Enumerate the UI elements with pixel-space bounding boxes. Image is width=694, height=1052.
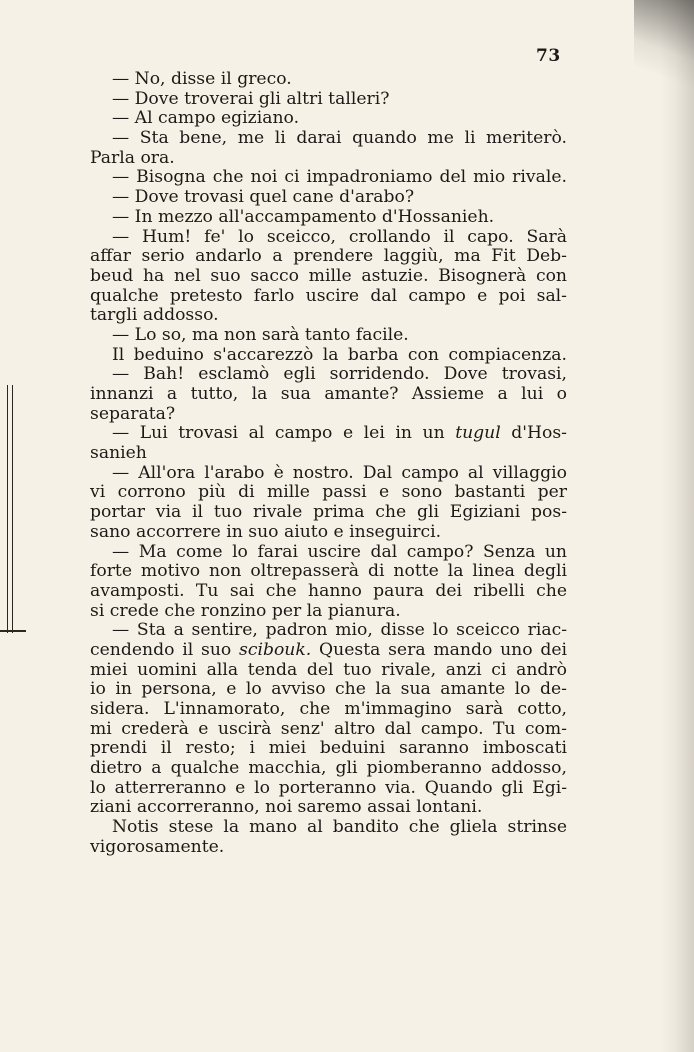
text-line-content: beud ha nel suo sacco mille astuzie. Bisognerà con [90, 265, 567, 286]
text-line-content: vi corrono più di mille passi e sono bastanti per [90, 482, 567, 503]
text-line-content: — All'ora l'arabo è nostro. Dal campo al villaggio [112, 462, 567, 483]
text-line [90, 326, 567, 346]
text-line [90, 680, 567, 700]
text-line [90, 798, 567, 818]
text-line [90, 287, 567, 307]
text-line-content: separata? [90, 403, 176, 424]
italic-word: tugul [455, 423, 501, 444]
text-line-content: avamposti. Tu sai che hanno paura dei ribelli che [90, 580, 567, 601]
page-number: 73 [536, 46, 561, 66]
text-line [90, 739, 567, 759]
text-line-content: — Hum! fe' lo sceicco, crollando il capo. Sarà [112, 226, 567, 247]
text-line-content: affar serio andarlo a prendere laggiù, ma Fit Deb- [90, 246, 567, 267]
text-line [90, 818, 567, 838]
text-line-content: vigorosamente. [90, 836, 225, 857]
text-line [90, 720, 567, 740]
text-line [90, 424, 567, 444]
text-line [90, 267, 567, 287]
text-line [90, 621, 567, 641]
text-line [90, 543, 567, 563]
text-line-content: dietro a qualche macchia, gli piomberanno addosso, [90, 758, 567, 779]
text-line-content: — Lo so, ma non sarà tanto facile. [112, 324, 409, 345]
text-line-content: sidera. L'innamorato, che m'immagino sarà cotto, [90, 699, 567, 719]
text-line [90, 129, 567, 149]
text-line [90, 444, 567, 464]
text-line [90, 523, 567, 543]
text-line-continuation: Questa sera mando uno dei [311, 639, 567, 660]
text-line-content: qualche pretesto farlo uscire dal campo e poi sal- [90, 285, 567, 306]
text-line-content: innanzi a tutto, la sua amante? Assieme a lui o [90, 384, 567, 404]
text-line [90, 365, 567, 385]
text-line [90, 208, 567, 228]
margin-bracket [7, 385, 13, 633]
text-line [90, 346, 567, 366]
body-text [90, 70, 567, 858]
text-line-content: — Sta a sentire, padron mio, disse lo sceicco riac- [112, 620, 567, 641]
text-line-content: — Dove troverai gli altri talleri? [112, 88, 390, 109]
text-line [90, 306, 567, 326]
text-line-content: — Bisogna che noi ci impadroniamo del mio rivale. [112, 167, 567, 188]
text-line-content: prendi il resto; i miei beduini saranno imboscati [90, 738, 567, 759]
text-line [90, 385, 567, 405]
text-line [90, 149, 567, 169]
page-corner-shadow [634, 0, 694, 90]
margin-bracket-foot [0, 630, 26, 632]
text-line [90, 70, 567, 90]
text-line-content: forte motivo non oltrepasserà di notte la linea degli [90, 561, 567, 582]
text-line [90, 228, 567, 248]
text-line [90, 503, 567, 523]
text-line [90, 661, 567, 681]
text-line [90, 602, 567, 622]
text-line-content: Il beduino s'accarezzò la barba con compiacenza. [112, 344, 567, 365]
italic-word: scibouk. [239, 639, 312, 660]
text-line-content: io in persona, e lo avviso che la sua amante lo de- [90, 679, 567, 700]
text-line [90, 247, 567, 267]
text-line-content: Parla ora. [90, 147, 175, 168]
text-line-content: sanieh [90, 443, 147, 464]
text-line [90, 464, 567, 484]
text-line-content: ziani accorreranno, noi saremo assai lontani. [90, 797, 483, 818]
text-line-content: — Al campo egiziano. [112, 108, 300, 129]
text-line [90, 759, 567, 779]
text-line [90, 779, 567, 799]
text-line [90, 700, 567, 720]
text-line [90, 582, 567, 602]
text-line [90, 483, 567, 503]
text-line-content: — Lui trovasi al campo e lei in un [112, 423, 445, 444]
text-line-content: — Sta bene, me li darai quando me li meriterò. [112, 128, 567, 149]
text-line-content: — Dove trovasi quel cane d'arabo? [112, 187, 415, 208]
text-line-content: mi crederà e uscirà senz' altro dal campo. Tu com- [90, 718, 567, 739]
text-line [90, 188, 567, 208]
text-line-content: sano accorrere in suo aiuto e inseguirci. [90, 521, 442, 542]
text-line-content: cendendo il suo [90, 639, 232, 660]
text-line-content: Notis stese la mano al bandito che gliela strinse [112, 817, 567, 838]
text-line-content: si crede che ronzino per la pianura. [90, 600, 401, 621]
text-line [90, 641, 567, 661]
text-line-content: — Bah! esclamò egli sorridendo. Dove trovasi, [112, 364, 567, 385]
text-line-content: lo atterreranno e lo porteranno via. Quando gli Egi- [90, 777, 567, 798]
text-line-content: targli addosso. [90, 305, 219, 326]
text-line [90, 168, 567, 188]
page-edge-shadow [660, 0, 694, 1052]
text-line-content: miei uomini alla tenda del tuo rivale, anzi ci andrò [90, 659, 567, 680]
text-line-content: portar via il tuo rivale prima che gli Egiziani pos- [90, 502, 567, 523]
text-line [90, 405, 567, 425]
text-line-content: — Ma come lo farai uscire dal campo? Senza un [112, 541, 567, 562]
text-line [90, 838, 567, 858]
text-line [90, 562, 567, 582]
text-line [90, 109, 567, 129]
text-line-continuation: d'Hos- [500, 423, 567, 444]
text-line-content: — In mezzo all'accampamento d'Hossanieh. [112, 206, 495, 227]
text-line [90, 90, 567, 110]
text-line-content: — No, disse il greco. [112, 69, 292, 89]
